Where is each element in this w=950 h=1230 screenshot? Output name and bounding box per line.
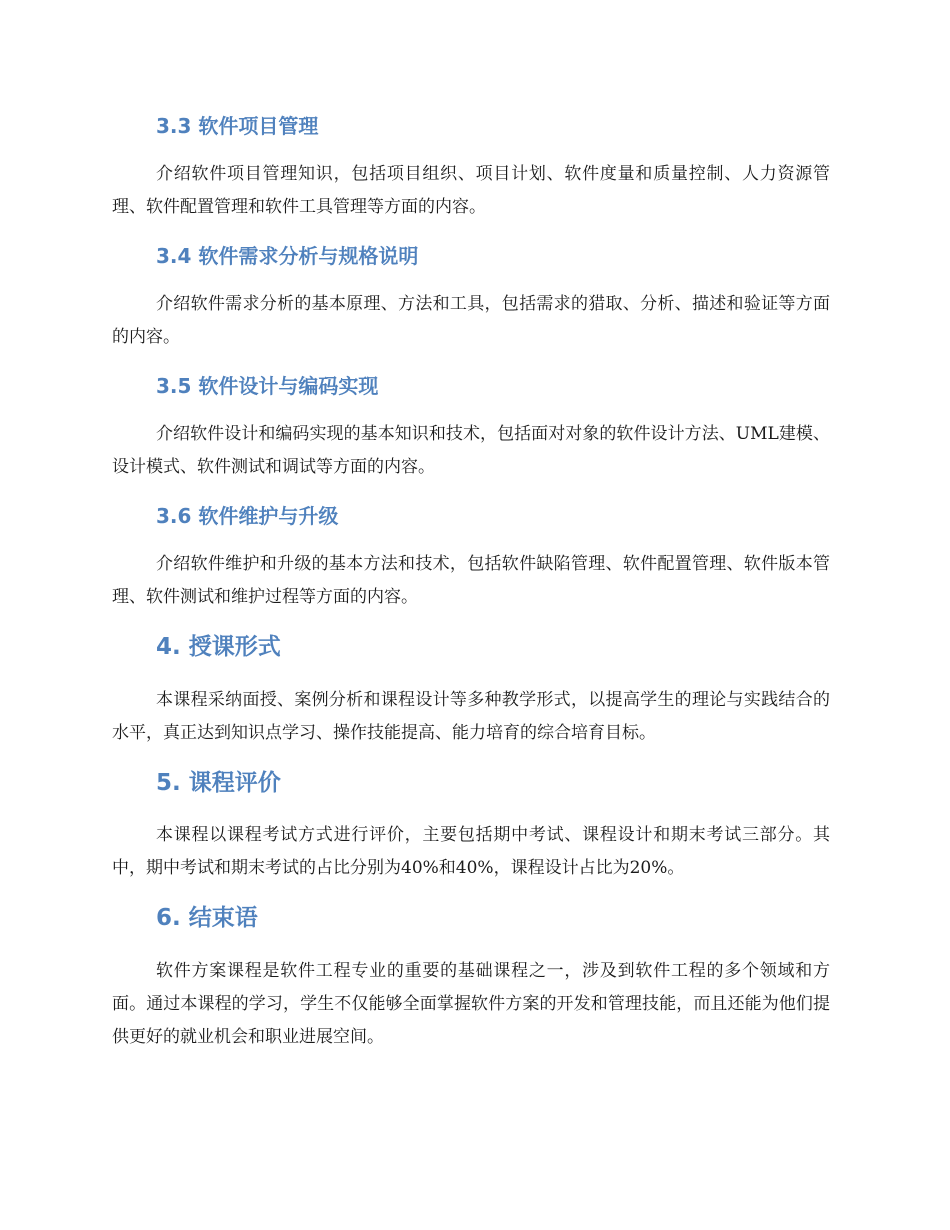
section-5-paragraph: 本课程以课程考试方式进行评价，主要包括期中考试、课程设计和期末考试三部分。其中，期中考试和期末考试的占比分别为40%和40%，课程设计占比为20%。 <box>112 825 830 878</box>
section-3-3-heading: 3.3 软件项目管理 <box>156 114 319 138</box>
section-3-6-heading: 3.6 软件维护与升级 <box>156 504 339 528</box>
section-6-paragraph: 软件方案课程是软件工程专业的重要的基础课程之一，涉及到软件工程的多个领域和方面。通过本课程的学习，学生不仅能够全面掌握软件方案的开发和管理技能，而且还能为他们提供更好的就业机会和职业进展空间。 <box>112 961 830 1047</box>
section-5-heading: 5. 课程评价 <box>156 770 281 796</box>
section-3-3-paragraph: 介绍软件项目管理知识，包括项目组织、项目计划、软件度量和质量控制、人力资源管理、软件配置管理和软件工具管理等方面的内容。 <box>112 164 830 217</box>
section-3-6-paragraph: 介绍软件维护和升级的基本方法和技术，包括软件缺陷管理、软件配置管理、软件版本管理、软件测试和维护过程等方面的内容。 <box>112 554 830 607</box>
section-3-5-paragraph: 介绍软件设计和编码实现的基本知识和技术，包括面对对象的软件设计方法、UML建模、设计模式、软件测试和调试等方面的内容。 <box>112 424 830 477</box>
section-3-4-paragraph: 介绍软件需求分析的基本原理、方法和工具，包括需求的猎取、分析、描述和验证等方面的内容。 <box>112 294 830 347</box>
section-3-5-heading: 3.5 软件设计与编码实现 <box>156 374 379 398</box>
section-4-heading: 4. 授课形式 <box>156 634 281 660</box>
section-3-4-heading: 3.4 软件需求分析与规格说明 <box>156 244 419 268</box>
section-4-paragraph: 本课程采纳面授、案例分析和课程设计等多种教学形式，以提高学生的理论与实践结合的水平，真正达到知识点学习、操作技能提高、能力培育的综合培育目标。 <box>112 690 830 743</box>
section-6-heading: 6. 结束语 <box>156 905 258 931</box>
